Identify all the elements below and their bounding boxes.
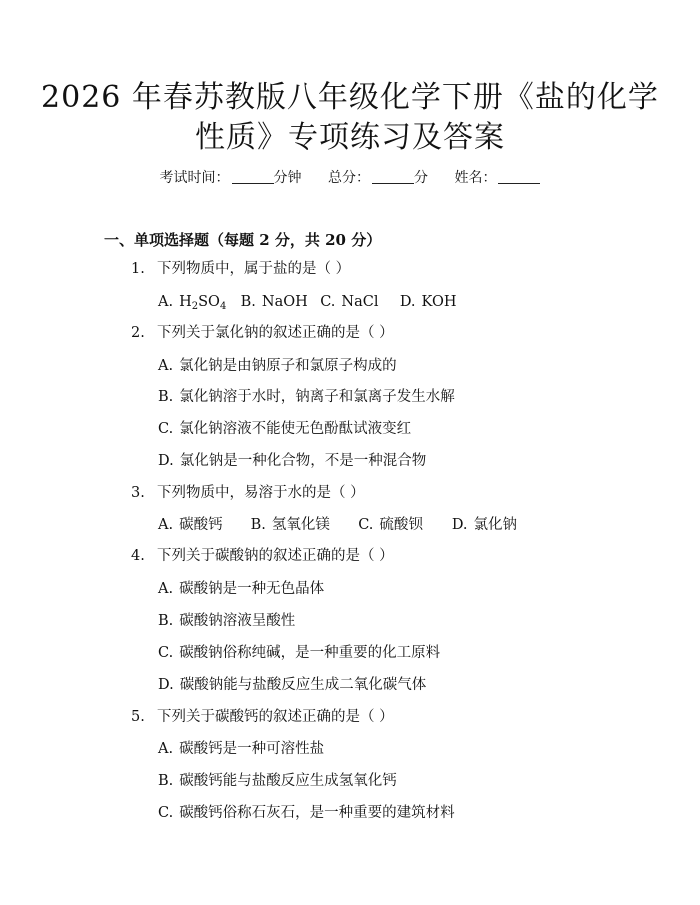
question-4-option-c <box>158 643 440 663</box>
document-title-line-1: 2026 年春苏教版八年级化学下册《盐的化学 <box>41 80 659 115</box>
question-1-options <box>158 292 457 317</box>
total-score-blank <box>372 169 414 184</box>
option-d <box>400 292 457 312</box>
exam-meta <box>0 168 700 188</box>
option-label: D. <box>399 294 416 310</box>
student-name-label: 姓名： <box>454 170 497 186</box>
option-label: C. <box>358 517 374 533</box>
formula-h2so4: $H_2SO_4$ <box>179 294 227 312</box>
option-text: 氯化钠是一种化合物，不是一种混合物 <box>179 453 427 469</box>
option-b <box>251 515 354 535</box>
option-text: 氯化钠 <box>473 517 518 533</box>
question-2-option-d <box>158 451 426 471</box>
option-text: 氯化钠溶于水时，钠离子和氯离子发生水解 <box>179 389 455 405</box>
question-text: 下列关于氯化钠的叙述正确的是（ ） <box>157 325 394 341</box>
option-label: B. <box>158 613 174 629</box>
section-heading: 一、单项选择题（每题 2 分，共 20 分） <box>104 231 382 249</box>
question-3 <box>131 483 365 503</box>
exam-time-label: 考试时间： <box>159 170 230 186</box>
student-name <box>454 168 540 188</box>
student-name-blank <box>498 169 540 184</box>
option-text: NaCl <box>341 294 379 310</box>
option-a <box>158 515 246 535</box>
exam-time-unit: 分钟 <box>273 170 302 186</box>
option-text: NaOH <box>261 294 308 310</box>
option-text: 氢氧化镁 <box>271 517 330 533</box>
document-title-line-2: 性质》专项练习及答案 <box>195 120 505 155</box>
total-score-unit: 分 <box>414 170 428 186</box>
question-4-option-b <box>158 611 295 631</box>
total-score <box>328 168 428 188</box>
question-number: 5. <box>131 709 145 725</box>
question-2-option-a <box>158 356 397 376</box>
option-c <box>320 292 395 312</box>
option-label: C. <box>158 645 174 661</box>
question-2 <box>131 323 394 343</box>
option-label: A. <box>158 358 174 374</box>
question-4-option-d <box>158 675 426 695</box>
question-number: 1. <box>131 261 145 277</box>
question-5-option-c <box>158 803 455 823</box>
option-b <box>241 292 316 312</box>
option-c <box>358 515 447 535</box>
question-number: 3. <box>131 485 145 501</box>
question-number: 2. <box>131 325 145 341</box>
option-text: 碳酸钙俗称石灰石，是一种重要的建筑材料 <box>179 805 455 821</box>
question-3-options <box>158 515 517 535</box>
option-text: 碳酸钠俗称纯碱，是一种重要的化工原料 <box>179 645 441 661</box>
option-label: C. <box>158 805 174 821</box>
question-1 <box>131 259 350 279</box>
option-text: 硫酸钡 <box>379 517 423 533</box>
question-text: 下列物质中，属于盐的是（ ） <box>157 261 351 277</box>
option-text: 碳酸钙能与盐酸反应生成氢氧化钙 <box>179 773 397 789</box>
option-label: C. <box>158 421 174 437</box>
option-text: 碳酸钙 <box>179 517 223 533</box>
option-text: 碳酸钠溶液呈酸性 <box>179 613 296 629</box>
exam-time-blank <box>232 169 274 184</box>
exam-time <box>160 168 302 188</box>
option-text: 碳酸钠是一种无色晶体 <box>179 581 325 597</box>
option-d <box>452 515 517 535</box>
question-5 <box>131 707 394 727</box>
option-label: D. <box>158 453 174 469</box>
option-label: B. <box>250 517 266 533</box>
total-score-label: 总分： <box>328 170 370 186</box>
question-2-option-b <box>158 387 455 407</box>
option-label: B. <box>158 773 174 789</box>
option-text: 碳酸钙是一种可溶性盐 <box>179 741 325 757</box>
option-text: 氯化钠是由钠原子和氯原子构成的 <box>179 358 397 374</box>
option-a <box>158 292 236 317</box>
option-label: D. <box>158 677 174 693</box>
option-label: C. <box>320 294 336 310</box>
option-text: KOH <box>421 294 457 310</box>
option-label: B. <box>240 294 256 310</box>
question-text: 下列物质中，易溶于水的是（ ） <box>157 485 365 501</box>
question-5-option-b <box>158 771 397 791</box>
question-number: 4. <box>131 548 145 564</box>
option-text: 碳酸钠能与盐酸反应生成二氧化碳气体 <box>179 677 427 693</box>
option-label: A. <box>158 581 174 597</box>
option-label: D. <box>451 517 468 533</box>
option-text: 氯化钠溶液不能使无色酚酞试液变红 <box>179 421 412 437</box>
option-label: A. <box>158 294 174 310</box>
question-4-option-a <box>158 579 324 599</box>
option-label: B. <box>158 389 174 405</box>
question-text: 下列关于碳酸钙的叙述正确的是（ ） <box>157 709 394 725</box>
question-4 <box>131 546 394 566</box>
option-label: A. <box>158 741 174 757</box>
question-2-option-c <box>158 419 411 439</box>
option-label: A. <box>158 517 174 533</box>
question-text: 下列关于碳酸钠的叙述正确的是（ ） <box>157 548 394 564</box>
question-5-option-a <box>158 739 324 759</box>
